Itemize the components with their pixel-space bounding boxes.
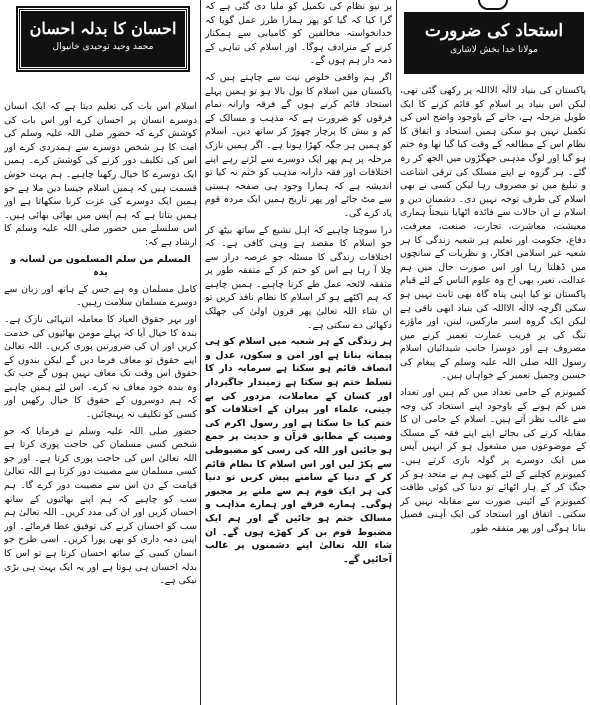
paragraph: ذرا سوچنا چاہیے کہ اہل تشیع کے ساتھ بیٹھ کر جو اسلام کا مقصد ہے وہی کافی ہے۔ کہ اختلافات زندگی کا مسئلہ جو عرصہ دراز سے چلا آ رہا ہے اس کو ختم کر کے متفقہ طور پر متفقہ لائحہ عمل طے کرنا چاہیے۔ ہمیں چاہیے کہ ہم اکٹھے ہو کر اسلام کا نظام نافذ کریں تو ان شاء اللہ تعالیٰ پھر قرون اولیٰ کی جھلک دکھائی دے سکتی ہے۔ xyxy=(205,224,392,331)
paragraph: اور بہر حقوق العباد کا معاملہ انتہائی نازک ہے۔ بندہ کا خیال آیا کہ پہلے مومن بھائیوں کی خدمت کریں اور ان کی ضرورتیں پوری کریں۔ اللہ تعالیٰ اپنے حقوق تو معاف فرما دیں گے لیکن بندوں کے حقوق اس وقت تک معاف نہیں ہوں گے جب تک وہ بندہ خود معاف نہ کرے۔ اس لئے ہمیں چاہیے کہ ہم دوسروں کے حقوق کا خیال رکھیں اور کسی کو تکلیف نہ پہنچائیں۔ xyxy=(4,313,197,421)
paragraph: ہر زندگی کے ہر شعبہ میں اسلام کو ہی پیمانہ بنانا ہے اور امن و سکون، عدل و انصاف قائم ہو سکتا ہے سرمایہ دار کا تسلط ختم ہو سکتا ہے زمیندار جاگیردار اور کسان کے معاملات، مزدور کی بے چینی، علماء اور پیران کے اختلافات کو ختم کیا جا سکتا ہے اور رسول اکرم کی وصیت کے مطابق قرآن و حدیث پر جمع ہو جائیں اور اللہ کی رسی کو مضبوطی سے پکڑ لیں اور اس اسلام کا نظام قائم کر کے دنیا کے سامنے پیش کریں تو دنیا کی ہر ایک قوم ہم سے ملنے پر مجبور ہوگی۔ ہمارے فرقے اور ہمارے مذاہب و مسالک ختم ہو جائیں گے اور ہم ایک مضبوط قوم بن کر کھڑے ہوں گے۔ ان شاء اللہ تعالیٰ اپنے دشمنوں پر غالب آجائیں گے۔ xyxy=(205,336,392,565)
right-article-author: مولانا خدا بخش لاشاری xyxy=(450,45,538,55)
left-article-header xyxy=(18,8,188,70)
right-article-title: استحاد کی ضرورت xyxy=(424,21,564,41)
right-article-header xyxy=(404,12,584,74)
paragraph: پاکستان کی بنیاد لاالٰہ الااللہ پر رکھی گئی تھی، لیکن اس بنیاد پر اسلام کو قائم کرنے کا ایک طویل مرحلہ ہے، جانے کے باوجود واضح اس کی تکمیل نہیں ہو سکی ہمیں استحاد و اتفاق کا نظام اس کے مطالعہ کے وقت کیا گیا تھا وہ ختم ہو گیا اور لوگ مذہبی جھگڑوں میں الجھ کر رہ گئے۔ ہر گروہ نے اپنے مسلک کی ترقی اشاعت و تبلیغ میں تو مصروف رہا لیکن کسی نے بھی اسلام کی طرف توجہ نہیں دی۔ دشمنان دین و اسلام نے ان حالات سے فائدہ اٹھایا نتیجتاً ہماری معیشت، معاشرت، تجارت، صنعت، معرفت، دفاع، حکومت اور تعلیم ہر شعبہ زندگی کا ہر شعبہ غیر اسلامی افکار، و نظریات کے سانچوں میں ڈھلتا رہا اور اس صورت حال میں ہم عدالت، تعیر، بھی آج وہ علوم الناس کے لئے قیام پاکستان تو کیا اپنی پناہ گاہ بھی ثابت نہیں ہو سکی اگرچہ لاالٰہ الااللہ کی بنیاد ابھی باقی ہے لیکن ایک گروہ اسیر مارکس، لینن، اور ماؤزے تنگ کی پر فریب عمارت تعمیر کرنے میں مصروف ہے اور دوسرا جانب شیدائیان اسلام رسول اللہ صلی اللہ علیہ وسلم کے پیغام کی حسین وجمیل تعمیر کے خواہاں ہیں۔ xyxy=(400,85,586,382)
column-divider xyxy=(396,0,397,705)
left-article-body xyxy=(4,100,197,705)
middle-article-body xyxy=(205,0,392,705)
left-article-title: احسان کا بدلہ احسان xyxy=(29,19,177,38)
right-article-body xyxy=(400,84,586,705)
paragraph: اسلام اس بات کی تعلیم دیتا ہے کہ ایک انسان دوسرے انسان پر احسان کرے اور اس بات کی کوشش کرے کہ حضور صلی اللہ علیہ وسلم کی امت کا ہر شخص دوسرے سے ہمدردی کرے اور اس کی تکلیف دور کرنے کی کوشش کرے۔ ہمیں ایک دوسرے کا خیال رکھنا چاہیے۔ ہم بہت خوش قسمت ہیں کہ ہمیں اسلام جیسا دین ملا ہے جو ہمیں ایک دوسرے کی عزت کرنا سکھاتا ہے اور ہمیں بتاتا ہے کہ ہم آپس میں بھائی بھائی ہیں۔ اس سلسلے میں حضور صلی اللہ علیہ وسلم کا ارشاد ہے کہ: xyxy=(4,101,197,248)
left-article-author: محمد وحید توحیدی خانیوال xyxy=(52,42,154,52)
paragraph: پر نیو نظام کی تکمیل کو ملیا دی گئی ہے کہ گرا کیا کہ گیا کو پھر ہمارا طرز عمل گویا کہ خدانخواستہ مخالفین کو کامیابی سے ہمکنار کرنے کے مترادف ہوگا۔ اور اسلام کی تباہی کے ذمہ دار ہم ہوں گے۔ xyxy=(205,1,392,67)
paragraph: اگر ہم واقعی خلوص نیت سے چاہتے ہیں کہ پاکستان میں اسلام کا بول بالا ہو تو ہمیں پہلے استحاد قائم کرنے ہوں گے فرقہ وارانہ تمام فرقوں کو ضرورت ہے کہ مذہب و مسالک کے کم و بیش کا پرچار چھوڑ کر ساتھ دیں۔ اسلام کو ہمیں ہر جگہ کھڑا ہونا ہے۔ اگر ہمیں نازک مرحلہ پر ہم پھر ایک دوسرے سے لڑتے رہے اپنے اختلافات اور فقہ دارانہ مذہب کو ختم نہ کیا تو اندیشہ ہے کہ ہمارا وجود ہی صفحہ ہستی سے مٹ جائے اور پھر تاریخ ہمیں ایک مردہ قوم یاد کرے گی۔ xyxy=(205,71,392,219)
paragraph: کمیونزم کے حامی تعداد میں کم ہیں اور تعداد میں کم ہونے کے باوجود اپنے استحاد کی وجہ سے غالب نظر آتے ہیں۔ اسلام کے حامی ان کا مقابلہ کرنے کی بجائے اپنے اپنے فقہ کے مسلک کے موضوعوں میں مشغول ہو کر انہیں آپس میں ایک دوسرے پر گولہ باری کرتے ہیں۔ کمیونزم کچلنے کے لئے کبھی ہم نے متحد ہو کر جنگ کر کے ہار اٹھائے تو دنیا کی کوئی طاقت کمیونزم کے آئینی صورت سے مقابلہ نہیں کر سکتی۔ اتفاق اور استحاد کی ایک آہنی فصیل بنانا ہوگی اور پھر متفقہ طور xyxy=(400,387,586,534)
hadith-arabic: المسلم من سلم المسلمون من لسانہ و یدہ xyxy=(10,253,191,279)
column-divider xyxy=(200,0,201,705)
paragraph: حضور صلی اللہ علیہ وسلم نے فرمایا کہ جو شخص کسی مسلمان کی حاجت پوری کرتا ہے اللہ تعالیٰ اس کی حاجت پوری کرتا ہے۔ اور جو کسی مسلمان سے مصیبت دور کرتا ہے اللہ تعالیٰ قیامت کے دن اس سے مصیبت دور کرے گا۔ ہم سب کو چاہیے کہ ہم اپنے بھائیوں کے ساتھ احسان کریں اور ان کی مدد کریں۔ اللہ تعالیٰ ہم سب کو احسان کرنے کی توفیق عطا فرمائے۔ اور اپنی ذمہ داری کو بھی پورا کریں۔ اسی طرح جو انسان کسی کے ساتھ احسان کرتا ہے تو اس کا بدلہ احسان ہی ہوتا ہے اور یہ ایک بہت ہی بڑی نیکی ہے۔ xyxy=(4,425,197,587)
hadith-translation: کامل مسلمان وہ ہے جس کے ہاتھ اور زبان سے دوسرے مسلمان سلامت رہیں۔ xyxy=(4,283,197,309)
column-badge xyxy=(478,0,508,10)
